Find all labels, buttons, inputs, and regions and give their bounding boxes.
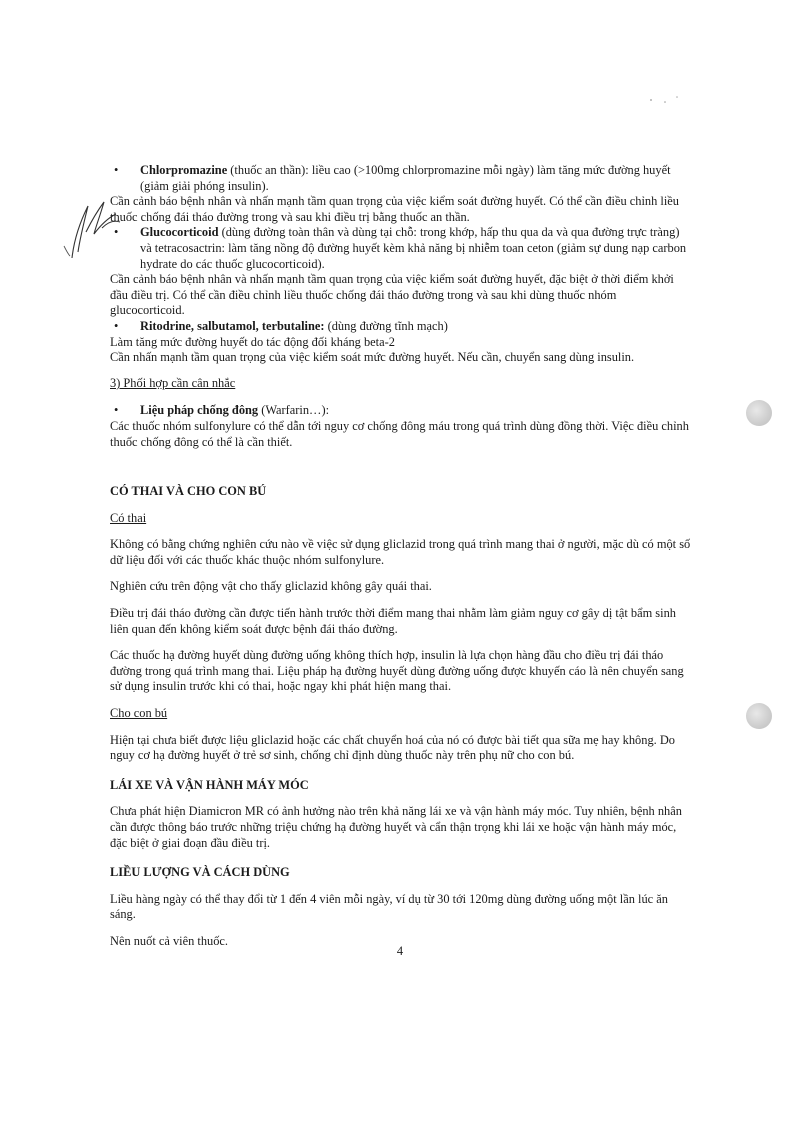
bullet-text [140,225,692,272]
bullet-chlorpromazine [110,163,692,194]
anticoagulant-advice: Các thuốc nhóm sulfonylure có thể dẫn tới nguy cơ chống đông máu trong quá trình dùng đồng thời. Việc điều chỉnh thuốc chống đông có thể là cần thiết. [110,418,689,449]
drug-name: Liệu pháp chống đông [140,403,259,418]
document-body [110,163,692,950]
bullet-icon: • [114,403,119,418]
punch-hole-top [746,400,772,426]
pregnancy-heading: CÓ THAI VÀ CHO CON BÚ [110,484,267,499]
bullet-icon: • [114,225,119,240]
drug-description: (thuốc an thần): liều cao (>100mg chlorpromazine mỗi ngày) làm tăng mức đường huyết (giảm giải phóng insulin). [140,163,671,193]
scan-specks [645,92,685,106]
pregnancy-paragraph-1: Không có bằng chứng nghiên cứu nào về việc sử dụng gliclazid trong quá trình mang thai ở người, mặc dù có một số dữ liệu đối với các thuốc khác thuộc nhóm sulfonylure. [110,537,691,567]
bullet-icon: • [114,163,119,177]
dosage-heading: LIỀU LƯỢNG VÀ CÁCH DÙNG [110,865,290,880]
bullet-icon: • [114,318,119,333]
page-number: 4 [396,944,404,958]
combination-heading: 3) Phối hợp cần cân nhắc [110,375,236,390]
breastfeeding-paragraph: Hiện tại chưa biết được liệu gliclazid hoặc các chất chuyển hoá của nó có được bài tiết qua sữa mẹ hay không. Do nguy cơ hạ đường huyết ở trẻ sơ sinh, chống chỉ định dùng thuốc này trên phụ nữ cho con bú. [110,732,675,763]
punch-hole-bottom [746,703,772,729]
bullet-anticoagulant [110,403,692,419]
driving-paragraph: Chưa phát hiện Diamicron MR có ảnh hưởng nào trên khả năng lái xe và vận hành máy móc. Tuy nhiên, bệnh nhân cần được thông báo trước những triệu chứng hạ đường huyết và cẩn thận trọng khi lái xe hoặc vận hành máy móc, đặc biệt ở giai đoạn đầu điều trị. [110,804,682,850]
bullet-glucocorticoid [110,225,692,272]
pregnancy-paragraph-2: Nghiên cứu trên động vật cho thấy gliclazid không gây quái thai. [110,579,432,594]
bullet-text [140,403,692,419]
bullet-text [140,319,692,335]
bullet-text [140,163,692,194]
pregnancy-subheading: Có thai [110,510,147,525]
dosage-paragraph-1: Liều hàng ngày có thể thay đổi từ 1 đến 4 viên mỗi ngày, ví dụ từ 30 tới 120mg dùng đường uống một lần lúc ăn sáng. [110,891,668,922]
drug-description: (dùng đường toàn thân và dùng tại chỗ: trong khớp, hấp thu qua da và qua đường trực tràng) và tetracosactrin: làm tăng nồng độ đường huyết kèm khả năng bị nhiễm toan ceton (giảm sự dung nạp carbon hydrate do các thuốc glucocorticoid). [140,225,687,271]
driving-heading: LÁI XE VÀ VẬN HÀNH MÁY MÓC [110,777,309,792]
drug-description: (Warfarin…): [258,403,330,418]
drug-name: Ritodrine, salbutamol, terbutaline: [140,318,325,333]
drug-name: Chlorpromazine [140,163,228,177]
pregnancy-paragraph-3: Điều trị đái tháo đường cần được tiến hành trước thời điểm mang thai nhằm làm giảm nguy cơ gây dị tật bẩm sinh liên quan đến không kiểm soát được bệnh đái tháo đường. [110,606,676,636]
glucocorticoid-advice: Cần cảnh báo bệnh nhân và nhấn mạnh tầm quan trọng của việc kiểm soát đường huyết, đặc biệt ở thời điểm khởi đầu điều trị. Có thể cần điều chỉnh liều thuốc chống đái tháo đường trong và sau khi dùng thuốc nhóm glucocorticoid. [110,272,674,318]
pregnancy-paragraph-4: Các thuốc hạ đường huyết dùng đường uống không thích hợp, insulin là lựa chọn hàng đầu cho điều trị đái tháo đường trong quá trình mang thai. Liệu pháp hạ đường huyết dùng đường uống được khuyến cáo là nên chuyển sang sử dụng insulin trước khi có thai, hoặc ngay khi phát hiện mang thai. [110,648,684,694]
breastfeeding-subheading: Cho con bú [110,706,168,721]
ritodrine-advice: Cần nhấn mạnh tầm quan trọng của việc kiểm soát mức đường huyết. Nếu cần, chuyển sang dùng insulin. [110,350,635,365]
dosage-paragraph-2: Nên nuốt cả viên thuốc. [110,933,229,948]
chlorpromazine-advice: Cần cảnh báo bệnh nhân và nhấn mạnh tầm quan trọng của việc kiểm soát đường huyết. Có thể cần điều chỉnh liều thuốc chống đái tháo đường trong và sau khi điều trị bằng thuốc an thần. [110,194,679,224]
bullet-ritodrine [110,319,692,335]
ritodrine-effect: Làm tăng mức đường huyết do tác động đối kháng beta-2 [110,334,395,349]
drug-description: (dùng đường tĩnh mạch) [324,318,448,333]
drug-name: Glucocorticoid [140,225,219,240]
